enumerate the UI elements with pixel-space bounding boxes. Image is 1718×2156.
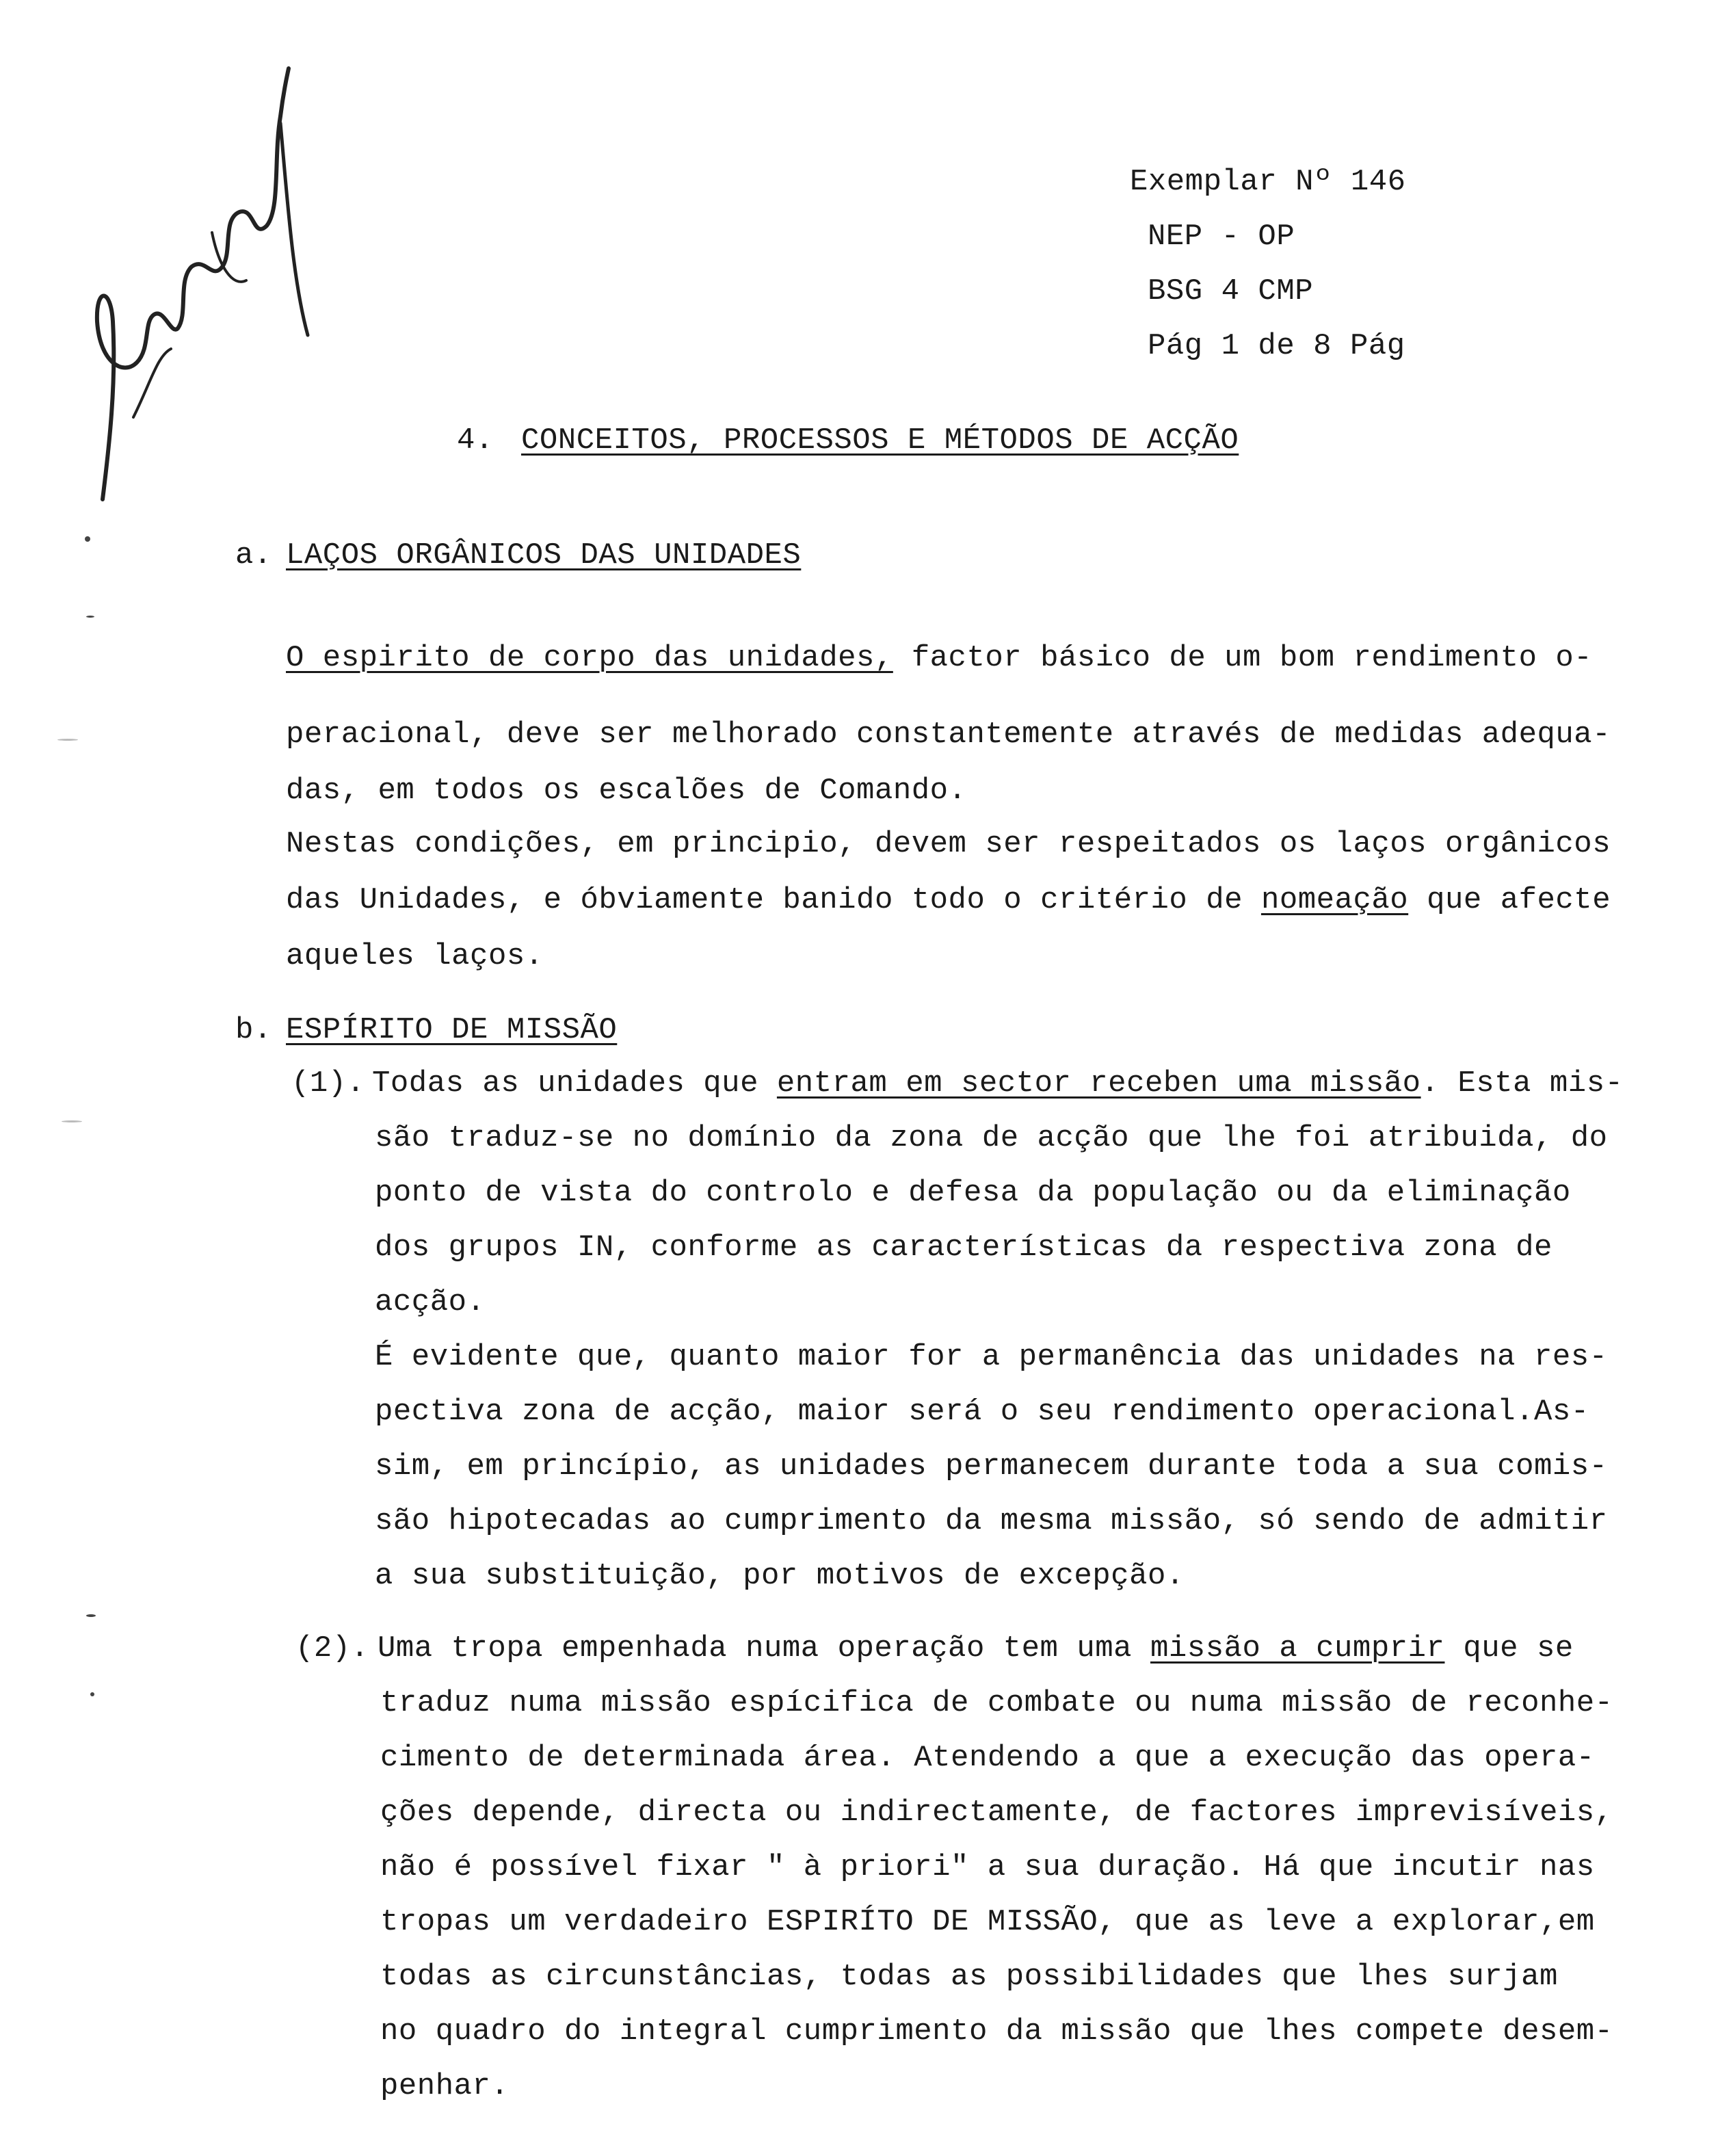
paragraph-line: penhar. [380,2069,510,2103]
scan-speck [57,739,78,741]
scan-speck [85,536,90,542]
paragraph-line: Todas as unidades que entram em sector receben uma missão. Esta mis- [372,1066,1624,1101]
paragraph-line: acção. [375,1285,486,1319]
paragraph-line: todas as circunstâncias, todas as possibilidades que lhes surjam [380,1960,1558,1994]
handwritten-signature [75,62,321,513]
paragraph-line: sim, em princípio, as unidades permanecem durante toda a sua comis- [375,1449,1608,1484]
section-title: CONCEITOS, PROCESSOS E MÉTODOS DE ACÇÃO [521,423,1239,458]
part-b-label: b. [235,1013,272,1047]
nep-code: NEP - OP [1148,220,1295,254]
scan-speck [90,1692,94,1696]
bsg-code: BSG 4 CMP [1148,274,1314,308]
underlined-word: nomeação [1260,883,1409,917]
paragraph-line: dos grupos IN, conforme as características da respectiva zona de [375,1231,1552,1265]
paragraph-line: aqueles laços. [286,939,544,973]
paragraph-line: a sua substituição, por motivos de excepção. [375,1559,1185,1593]
scan-speck [86,616,94,618]
paragraph-line: das, em todos os escalões de Comando. [286,774,967,808]
paragraph-line: ções depende, directa ou indirectamente, de factores imprevisíveis, [380,1796,1613,1830]
part-b-heading: ESPÍRITO DE MISSÃO [286,1013,618,1047]
paragraph-line: O espirito de corpo das unidades, factor básico de um bom rendimento o- [286,641,1593,675]
underlined-phrase: entram em sector receben uma missão [776,1066,1421,1101]
paragraph-line: É evidente que, quanto maior for a permanência das unidades na res- [375,1340,1608,1374]
paragraph-line: pectiva zona de acção, maior será o seu rendimento operacional.As- [375,1395,1589,1429]
section-number: 4. [457,423,494,458]
paragraph-line: no quadro do integral cumprimento da missão que lhes compete desem- [380,2014,1613,2049]
scan-speck [86,1614,96,1617]
paragraph-line: Uma tropa empenhada numa operação tem uma missão a cumprir que se [378,1631,1574,1666]
paragraph-line: cimento de determinada área. Atendendo a que a execução das opera- [380,1741,1595,1775]
paragraph-line: ponto de vista do controlo e defesa da população ou da eliminação [375,1176,1571,1210]
part-a-heading: LAÇOS ORGÂNICOS DAS UNIDADES [286,538,802,573]
page-indicator: Pág 1 de 8 Pág [1148,329,1405,363]
paragraph-line: tropas um verdadeiro ESPIRÍTO DE MISSÃO, que as leve a explorar,em [380,1905,1595,1939]
paragraph-line: são traduz-se no domínio da zona de acção que lhe foi atribuida, do [375,1121,1608,1155]
part-a-label: a. [235,538,272,573]
item-1-number: (1). [291,1066,365,1101]
underlined-phrase: missão a cumprir [1150,1631,1445,1666]
paragraph-line: são hipotecadas ao cumprimento da mesma missão, só sendo de admitir [375,1504,1608,1538]
paragraph-line: traduz numa missão espícifica de combate ou numa missão de reconhe- [380,1686,1613,1720]
item-2-number: (2). [295,1631,369,1666]
underlined-phrase: O espirito de corpo das unidades, [286,641,893,675]
paragraph-line: Nestas condições, em principio, devem ser respeitados os laços orgânicos [286,827,1611,861]
scan-speck [62,1120,82,1122]
paragraph-line: não é possível fixar " à priori" a sua duração. Há que incutir nas [380,1850,1595,1884]
paragraph-line: das Unidades, e óbviamente banido todo o critério de nomeação que afecte [286,883,1611,917]
paragraph-line: peracional, deve ser melhorado constantemente através de medidas adequa- [286,718,1611,752]
exemplar-number: Exemplar Nº 146 [1130,165,1406,199]
